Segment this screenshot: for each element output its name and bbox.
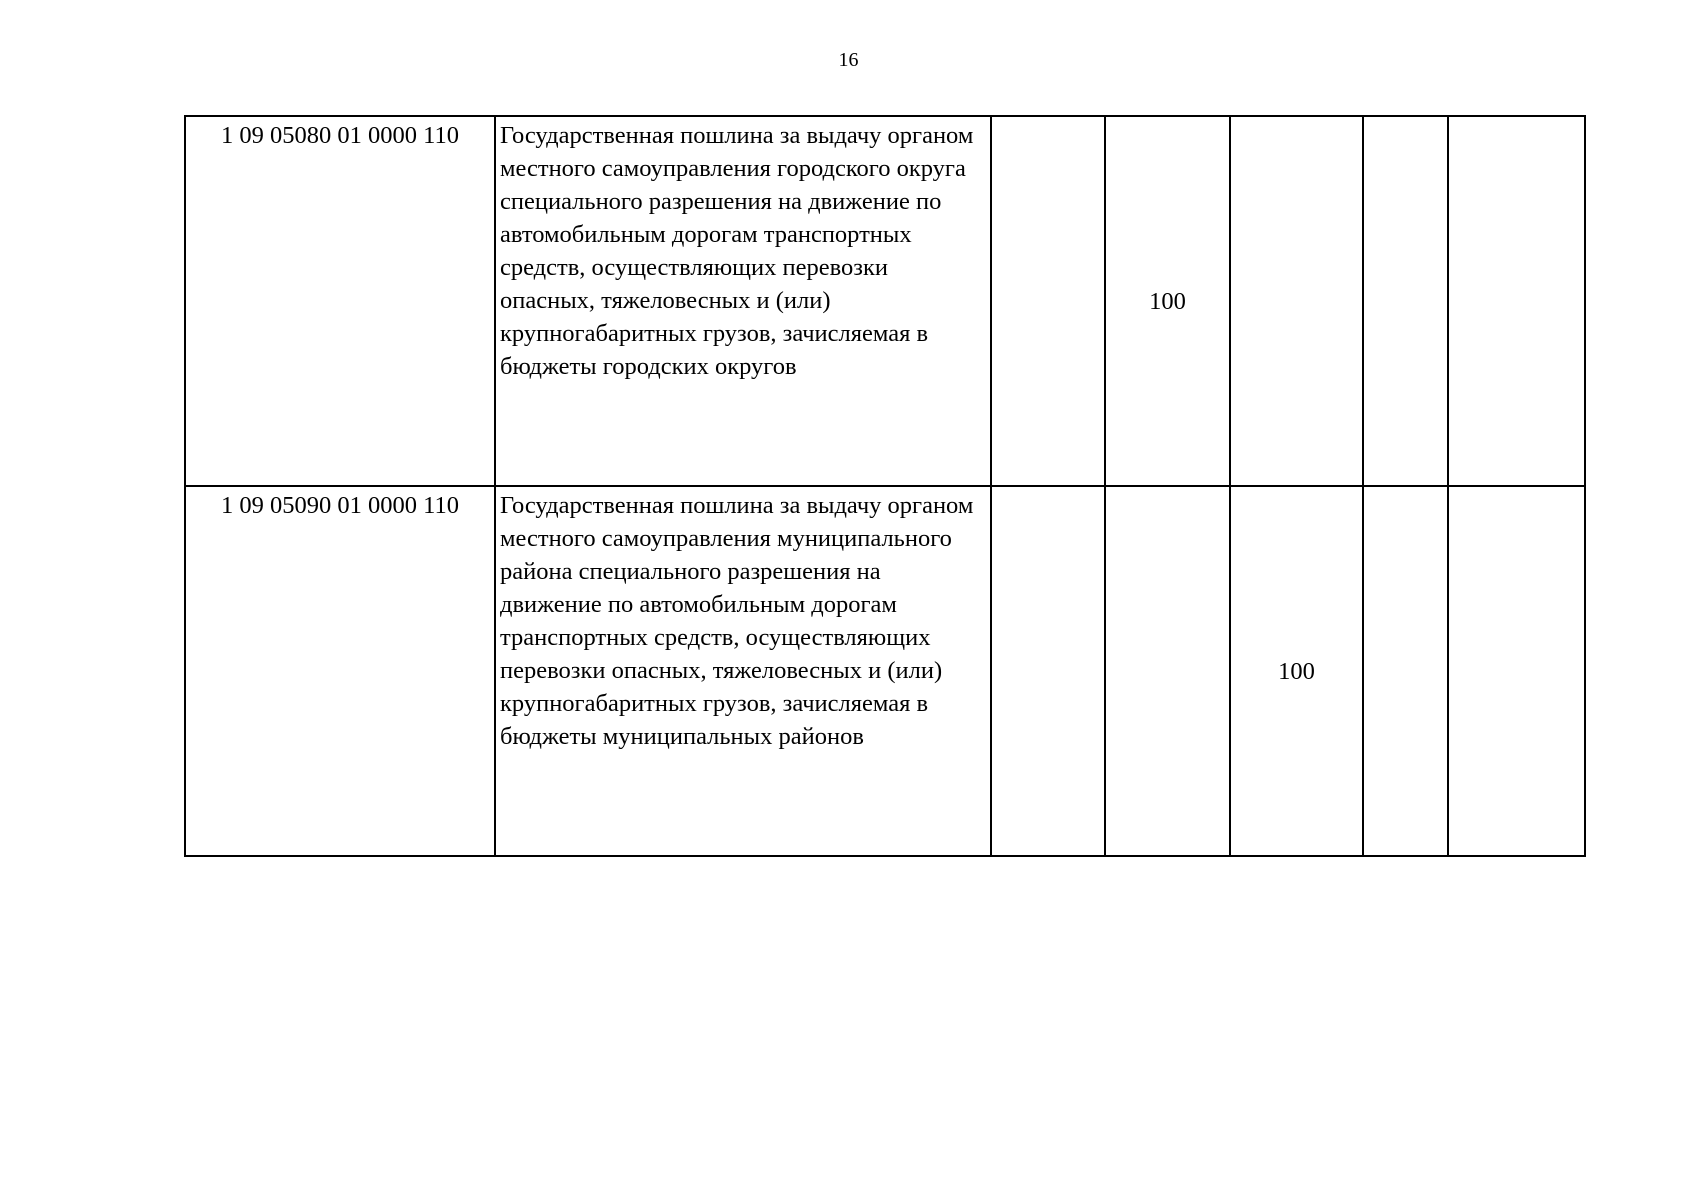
table-row xyxy=(185,486,1585,856)
page-number: 16 xyxy=(838,49,859,71)
value-cell xyxy=(991,486,1105,856)
budget-code-cell: 1 09 05090 01 0000 110 xyxy=(185,486,495,856)
value-cell xyxy=(1363,116,1448,486)
value-cell xyxy=(1448,486,1585,856)
value-cell xyxy=(1448,116,1585,486)
income-name-cell: Государственная пошлина за выдачу органом местного самоуправления муниципального района специального разрешения на движение по автомобильным дорогам транспортных средств, осуществляющих перевозки опасных, тяжеловесных и (или) крупногабаритных грузов, зачисляемая в бюджеты муниципальных районов xyxy=(495,486,991,856)
value-cell: 100 xyxy=(1230,486,1363,856)
table-row xyxy=(185,116,1585,486)
value-cell xyxy=(991,116,1105,486)
value-cell xyxy=(1105,486,1230,856)
value-cell xyxy=(1363,486,1448,856)
value-cell xyxy=(1230,116,1363,486)
value-cell: 100 xyxy=(1105,116,1230,486)
budget-code-cell: 1 09 05080 01 0000 110 xyxy=(185,116,495,486)
budget-table xyxy=(184,115,1586,857)
income-name-cell: Государственная пошлина за выдачу органом местного самоуправления городского округа специального разрешения на движение по автомобильным дорогам транспортных средств, осуществляющих перевозки опасных, тяжеловесных и (или) крупногабаритных грузов, зачисляемая в бюджеты городских округов xyxy=(495,116,991,486)
